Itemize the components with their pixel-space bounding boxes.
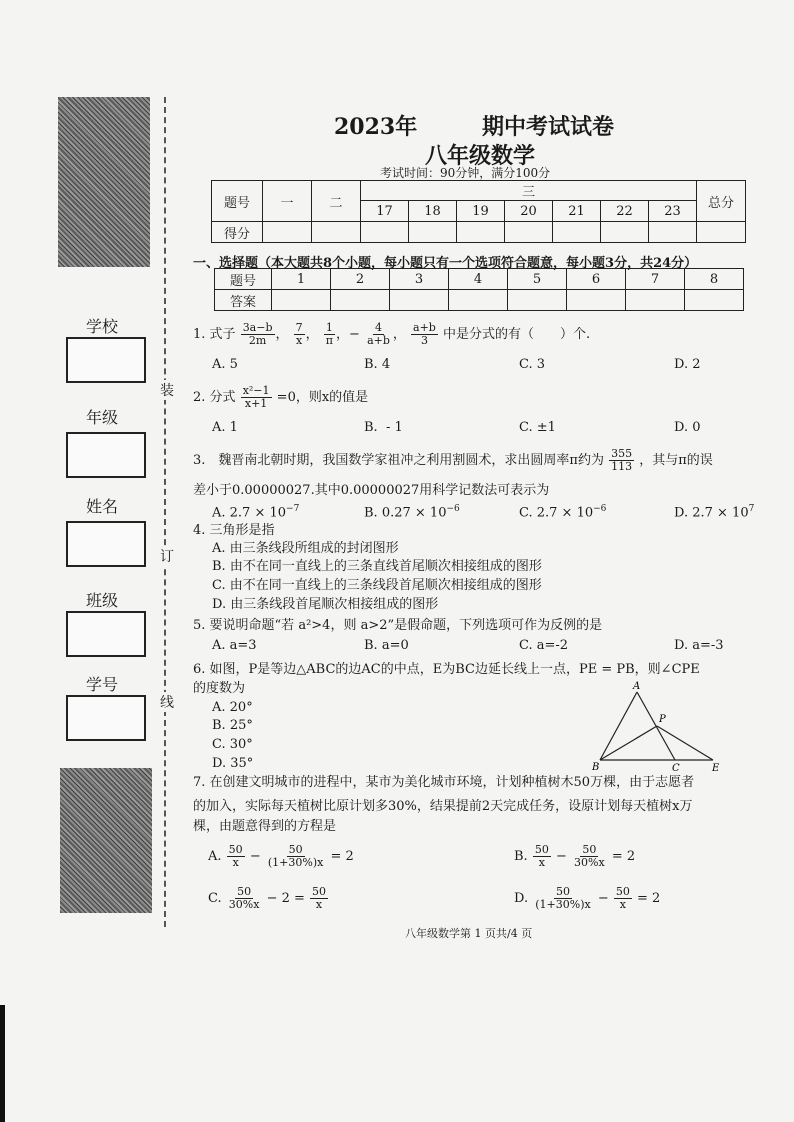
q7-d-n1: 50 <box>555 885 570 898</box>
q6-option-a[interactable]: A. 20° <box>212 700 253 715</box>
student-id-field[interactable] <box>66 695 146 741</box>
q5-choice-b[interactable]: B. a=0 <box>364 638 409 653</box>
answer-num-6: 6 <box>567 269 626 290</box>
answer-cell[interactable] <box>390 290 449 311</box>
q7-b-n1: 50 <box>534 843 549 856</box>
exam-title: 期中考试试卷 <box>482 114 615 140</box>
binding-char-xian: 线 <box>160 692 174 712</box>
q7-a-frac1 <box>227 844 245 869</box>
q7-d-op: − <box>597 891 609 906</box>
q7-choice-d[interactable] <box>514 884 660 914</box>
q7-a-n1: 50 <box>228 843 243 856</box>
q7-c-n1: 50 <box>237 885 252 898</box>
q4-option-a[interactable]: A. 由三条线段所组成的封闭图形 <box>212 541 399 556</box>
class-label: 班级 <box>86 591 119 610</box>
score-cell[interactable] <box>505 222 553 243</box>
q3-choice-c-text: C. 2.7 × 10 <box>519 505 594 521</box>
q7-c-d2: x <box>315 898 323 911</box>
q1-choice-a[interactable]: A. 5 <box>212 357 238 372</box>
q1-expr-1: $\frac{3a-b}{2m}$ <box>242 321 273 347</box>
q1-expr-4: $\frac{4}{a+b}$ <box>367 321 390 347</box>
q3-choice-b-text: B. 0.27 × 10 <box>364 505 447 521</box>
question-5-stem: 5. 要说明命题“若 a²>4，则 a>2”是假命题，下列选项可作为反例的是 <box>193 618 603 633</box>
score-table-tihao: 题号 <box>212 181 263 222</box>
question-3-line2: 差小于0.00000027.其中0.00000027用科学记数法可表示为 <box>193 483 550 498</box>
q7-b-frac1 <box>533 844 551 869</box>
q7-c-d1: 30%x <box>228 898 260 911</box>
q3-choice-a-text: A. 2.7 × 10 <box>212 505 287 521</box>
q7-b-rhs: = 2 <box>611 849 636 864</box>
q1-choice-b[interactable]: B. 4 <box>364 357 391 372</box>
q7-a-frac2 <box>266 844 325 869</box>
q3-line1-prefix: 3. 魏晋南北朝时期，我国数学家祖冲之利用割圆术，求出圆周率π约为 <box>193 453 604 468</box>
score-sub-21: 21 <box>553 201 601 222</box>
binding-char-ding: 订 <box>160 546 174 566</box>
score-table-defen: 得分 <box>212 222 263 243</box>
q2-choice-c[interactable]: C. ±1 <box>519 420 556 435</box>
name-field[interactable] <box>66 521 146 567</box>
score-sub-17: 17 <box>361 201 409 222</box>
q3-choice-d-text: D. 2.7 × 10 <box>674 505 749 521</box>
q7-c-label: C. <box>208 891 222 906</box>
answer-cell[interactable] <box>685 290 744 311</box>
question-7-line2: 的加入，实际每天植树比原计划多30%，结果提前2天完成任务，设原计划每天植树x万 <box>193 799 693 814</box>
score-cell[interactable] <box>601 222 649 243</box>
q3-fraction: $\frac{355}{113}$ <box>611 447 633 473</box>
answer-table <box>214 268 744 311</box>
answer-num-2: 2 <box>331 269 390 290</box>
score-cell[interactable] <box>697 222 746 243</box>
q1-prefix: 1. 式子 <box>193 327 236 342</box>
score-cell[interactable] <box>553 222 601 243</box>
exam-info: 考试时间：90分钟，满分100分 <box>380 166 551 180</box>
answer-cell[interactable] <box>508 290 567 311</box>
answer-cell[interactable] <box>626 290 685 311</box>
q4-option-b[interactable]: B. 由不在同一直线上的三条直线首尾顺次相接组成的图形 <box>212 559 542 574</box>
q6-triangle-figure <box>585 678 725 776</box>
question-4-stem: 4. 三角形是指 <box>193 523 275 538</box>
q2-choice-b[interactable]: B. - 1 <box>364 420 403 435</box>
q3-choice-b[interactable] <box>364 504 460 520</box>
answer-table-tihao: 题号 <box>215 269 272 290</box>
q7-b-d1: x <box>538 856 545 869</box>
answer-num-3: 3 <box>390 269 449 290</box>
q1-suffix: 中是分式的有（ ）个. <box>443 327 591 342</box>
answer-cell[interactable] <box>331 290 390 311</box>
score-sub-20: 20 <box>505 201 553 222</box>
q7-a-op: − <box>249 849 261 864</box>
binding-char-zhuang: 装 <box>160 380 174 400</box>
q7-choice-a[interactable] <box>208 842 354 872</box>
q1-choice-d[interactable]: D. 2 <box>674 357 701 372</box>
grade-field[interactable] <box>66 432 146 478</box>
q4-option-d[interactable]: D. 由三条线段首尾顺次相接组成的图形 <box>212 597 439 612</box>
q1-expr-2: $\frac{7}{x}$ <box>295 321 303 347</box>
score-sub-23: 23 <box>649 201 697 222</box>
q1-expr-5: $\frac{a+b}{3}$ <box>413 321 436 347</box>
score-cell[interactable] <box>263 222 312 243</box>
school-label: 学校 <box>86 317 119 336</box>
q1-expr-3: $\frac{1}{\pi}$ <box>325 321 334 347</box>
q7-d-label: D. <box>514 891 529 906</box>
q6-option-d[interactable]: D. 35° <box>212 756 254 771</box>
q2-prefix: 2. 分式 <box>193 390 236 405</box>
answer-num-5: 5 <box>508 269 567 290</box>
question-3-line1 <box>193 448 713 473</box>
q7-c-frac2 <box>310 886 328 911</box>
label-p: P <box>659 714 666 725</box>
q7-b-n2: 50 <box>582 843 597 856</box>
q3-line1-suffix: ，其与π的误 <box>639 453 713 468</box>
q7-d-n2: 50 <box>615 885 630 898</box>
answer-num-4: 4 <box>449 269 508 290</box>
score-table-three: 三 <box>361 181 697 201</box>
q7-c-n2: 50 <box>312 885 327 898</box>
score-cell[interactable] <box>409 222 457 243</box>
answer-num-7: 7 <box>626 269 685 290</box>
exam-year: 2023年 <box>334 114 418 140</box>
q7-c-frac1 <box>227 886 262 911</box>
subject-title: 八年级数学 <box>425 143 536 169</box>
q7-a-label: A. <box>208 849 222 864</box>
score-cell[interactable] <box>361 222 409 243</box>
school-field[interactable] <box>66 337 146 383</box>
q3-choice-d-exp: 7 <box>748 504 755 514</box>
q1-choice-c[interactable]: C. 3 <box>519 357 546 372</box>
q4-option-c[interactable]: C. 由不在同一直线上的三条线段首尾顺次相接组成的图形 <box>212 578 542 593</box>
score-table <box>211 180 746 243</box>
score-cell[interactable] <box>649 222 697 243</box>
answer-cell[interactable] <box>567 290 626 311</box>
label-b: B <box>592 762 600 773</box>
q7-d-rhs: = 2 <box>637 891 661 906</box>
q7-choice-b[interactable] <box>514 842 635 872</box>
page-footer: 八年级数学第 1 页共/4 页 <box>405 927 533 940</box>
score-table-two: 二 <box>312 181 361 222</box>
q2-choice-a[interactable]: A. 1 <box>212 420 238 435</box>
q7-a-d2: (1+30%)x <box>267 856 324 869</box>
sidebar-bottom-pattern <box>60 768 152 913</box>
q7-b-frac2 <box>572 844 607 869</box>
segment-pb <box>600 726 657 760</box>
label-e: E <box>712 763 720 774</box>
score-table-one: 一 <box>263 181 312 222</box>
score-sub-18: 18 <box>409 201 457 222</box>
q7-a-rhs: = 2 <box>330 849 354 864</box>
answer-num-8: 8 <box>685 269 744 290</box>
score-table-total: 总分 <box>697 181 746 222</box>
question-2-stem <box>193 385 368 410</box>
label-a: A <box>633 681 641 692</box>
question-6-line1: 6. 如图，P是等边△ABC的边AC的中点，E为BC边延长线上一点，PE = PB，则∠CPE <box>193 662 700 677</box>
answer-table-label: 答案 <box>215 290 272 311</box>
q3-choice-d[interactable] <box>674 504 754 520</box>
scan-edge-mark <box>0 1005 5 1122</box>
q5-choice-d[interactable]: D. a=-3 <box>674 638 724 653</box>
score-sub-22: 22 <box>601 201 649 222</box>
question-6-line2: 的度数为 <box>193 681 246 696</box>
grade-label: 年级 <box>86 408 119 427</box>
student-id-label: 学号 <box>86 675 119 694</box>
score-cell[interactable] <box>312 222 361 243</box>
question-7-line3: 棵，由题意得到的方程是 <box>193 819 337 834</box>
sidebar-top-pattern <box>58 97 150 267</box>
q3-choice-b-exp: −6 <box>446 504 460 514</box>
q2-fraction: $\frac{\text{x²−1}}{x+1}$ <box>242 384 270 410</box>
q2-choice-d[interactable]: D. 0 <box>674 420 701 435</box>
binding-line <box>164 97 166 927</box>
answer-cell[interactable] <box>449 290 508 311</box>
q3-choice-a[interactable] <box>212 504 299 520</box>
question-7-line1: 7. 在创建文明城市的进程中，某市为美化城市环境，计划种植树木50万棵，由于志愿者 <box>193 775 695 790</box>
question-1-stem: 1. 式子 $\frac{3a-b}{2m}$ ， $\frac{7}{x}$ ， $\frac{1}{\pi}$ ，− $\frac{4}{a+b}$ ， $\frac{a+b}{3}$ 中是分式的有（ ）个. <box>193 321 591 347</box>
q7-d-frac2 <box>614 886 632 911</box>
q7-a-n2: 50 <box>288 843 303 856</box>
q5-choice-c[interactable]: C. a=-2 <box>519 638 569 653</box>
class-field[interactable] <box>66 611 146 657</box>
q6-option-b[interactable]: B. 25° <box>212 718 253 733</box>
q3-choice-c-exp: −6 <box>593 504 607 514</box>
section1-heading: 一、选择题（本大题共8个小题，每小题只有一个选项符合题意，每小题3分，共24分） <box>193 256 698 271</box>
q5-choice-a[interactable]: A. a=3 <box>212 638 257 653</box>
q7-d-frac1 <box>533 886 592 911</box>
name-label: 姓名 <box>86 497 119 516</box>
q7-a-d1: x <box>232 856 239 869</box>
q7-d-d1: (1+30%)x <box>535 898 591 911</box>
q7-d-d2: x <box>619 898 626 911</box>
answer-cell[interactable] <box>272 290 331 311</box>
side-ab <box>600 692 637 760</box>
q6-option-c[interactable]: C. 30° <box>212 737 253 752</box>
q7-b-op: − <box>555 849 567 864</box>
score-sub-19: 19 <box>457 201 505 222</box>
q3-choice-c[interactable] <box>519 504 606 520</box>
q7-c-op: − 2 = <box>266 891 305 906</box>
q7-b-d2: 30%x <box>574 856 605 869</box>
q7-choice-c[interactable] <box>208 884 329 914</box>
q2-suffix: =0，则x的值是 <box>276 390 369 405</box>
label-c: C <box>672 763 680 774</box>
answer-num-1: 1 <box>272 269 331 290</box>
q7-b-label: B. <box>514 849 528 864</box>
score-cell[interactable] <box>457 222 505 243</box>
q3-choice-a-exp: −7 <box>286 504 300 514</box>
